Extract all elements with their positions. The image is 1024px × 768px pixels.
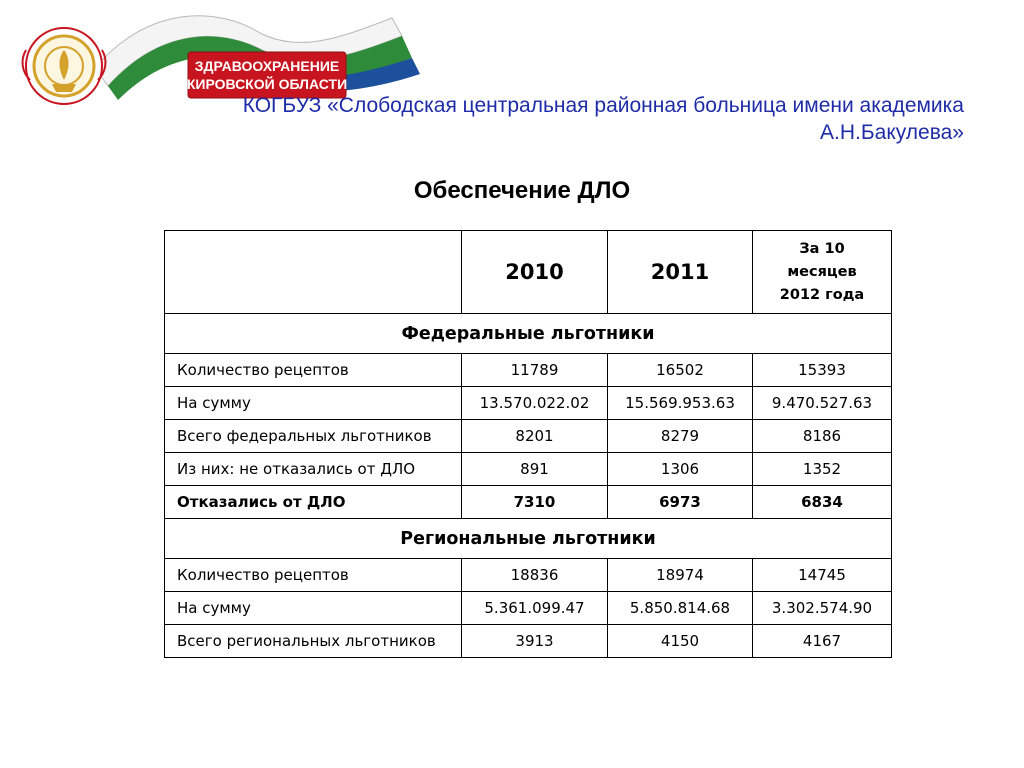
section-row-federal: [165, 314, 892, 354]
row-label: Количество рецептов: [165, 354, 462, 387]
dlo-table: [164, 230, 892, 658]
header-cell-2012-line3: 2012 года: [779, 286, 865, 303]
header-cell-empty: [165, 231, 462, 314]
row-label: Количество рецептов: [165, 559, 462, 592]
row-label: Отказались от ДЛО: [165, 486, 462, 519]
cell-value: 18974: [608, 559, 753, 592]
organization-title-line1: КОГБУЗ «Слободская центральная районная больница имени академика: [242, 94, 964, 117]
table-header-row: [165, 231, 892, 314]
cell-value: 8201: [462, 420, 608, 453]
row-label: Всего федеральных льготников: [165, 420, 462, 453]
organization-title: [144, 92, 964, 146]
cell-value: 18836: [462, 559, 608, 592]
table-row: [165, 625, 892, 658]
table-row: [165, 387, 892, 420]
table-row: [165, 592, 892, 625]
header-cell-2010: 2010: [462, 231, 608, 314]
cell-value: 14745: [753, 559, 892, 592]
section-title: Региональные льготники: [165, 519, 892, 559]
logo-line1: ЗДРАВООХРАНЕНИЕ: [194, 58, 340, 74]
seal-icon: [23, 28, 106, 104]
cell-value: 8186: [753, 420, 892, 453]
cell-value: 16502: [608, 354, 753, 387]
header-cell-2012-line1: За 10: [799, 240, 845, 257]
logo-line2: КИРОВСКОЙ ОБЛАСТИ: [186, 76, 348, 92]
table-row-highlight: [165, 486, 892, 519]
table-row: [165, 420, 892, 453]
header-cell-2012-line2: месяцев: [787, 263, 857, 280]
cell-value: 1306: [608, 453, 753, 486]
cell-value: 891: [462, 453, 608, 486]
cell-value: 6973: [608, 486, 753, 519]
row-label: Всего региональных льготников: [165, 625, 462, 658]
row-label: Из них: не отказались от ДЛО: [165, 453, 462, 486]
cell-value: 8279: [608, 420, 753, 453]
organization-title-line2: А.Н.Бакулева»: [820, 121, 964, 144]
row-label: На сумму: [165, 592, 462, 625]
cell-value: 13.570.022.02: [462, 387, 608, 420]
cell-value: 5.361.099.47: [462, 592, 608, 625]
cell-value: 3.302.574.90: [753, 592, 892, 625]
header-cell-2012: [753, 231, 892, 314]
cell-value: 6834: [753, 486, 892, 519]
cell-value: 5.850.814.68: [608, 592, 753, 625]
table-row: [165, 453, 892, 486]
cell-value: 4150: [608, 625, 753, 658]
header-cell-2011: 2011: [608, 231, 753, 314]
table-row: [165, 559, 892, 592]
section-title: Федеральные льготники: [165, 314, 892, 354]
cell-value: 15393: [753, 354, 892, 387]
cell-value: 1352: [753, 453, 892, 486]
cell-value: 3913: [462, 625, 608, 658]
section-row-regional: [165, 519, 892, 559]
cell-value: 4167: [753, 625, 892, 658]
cell-value: 15.569.953.63: [608, 387, 753, 420]
page-title: Обеспечение ДЛО: [413, 177, 631, 204]
cell-value: 7310: [462, 486, 608, 519]
table-row: [165, 354, 892, 387]
cell-value: 11789: [462, 354, 608, 387]
cell-value: 9.470.527.63: [753, 387, 892, 420]
row-label: На сумму: [165, 387, 462, 420]
